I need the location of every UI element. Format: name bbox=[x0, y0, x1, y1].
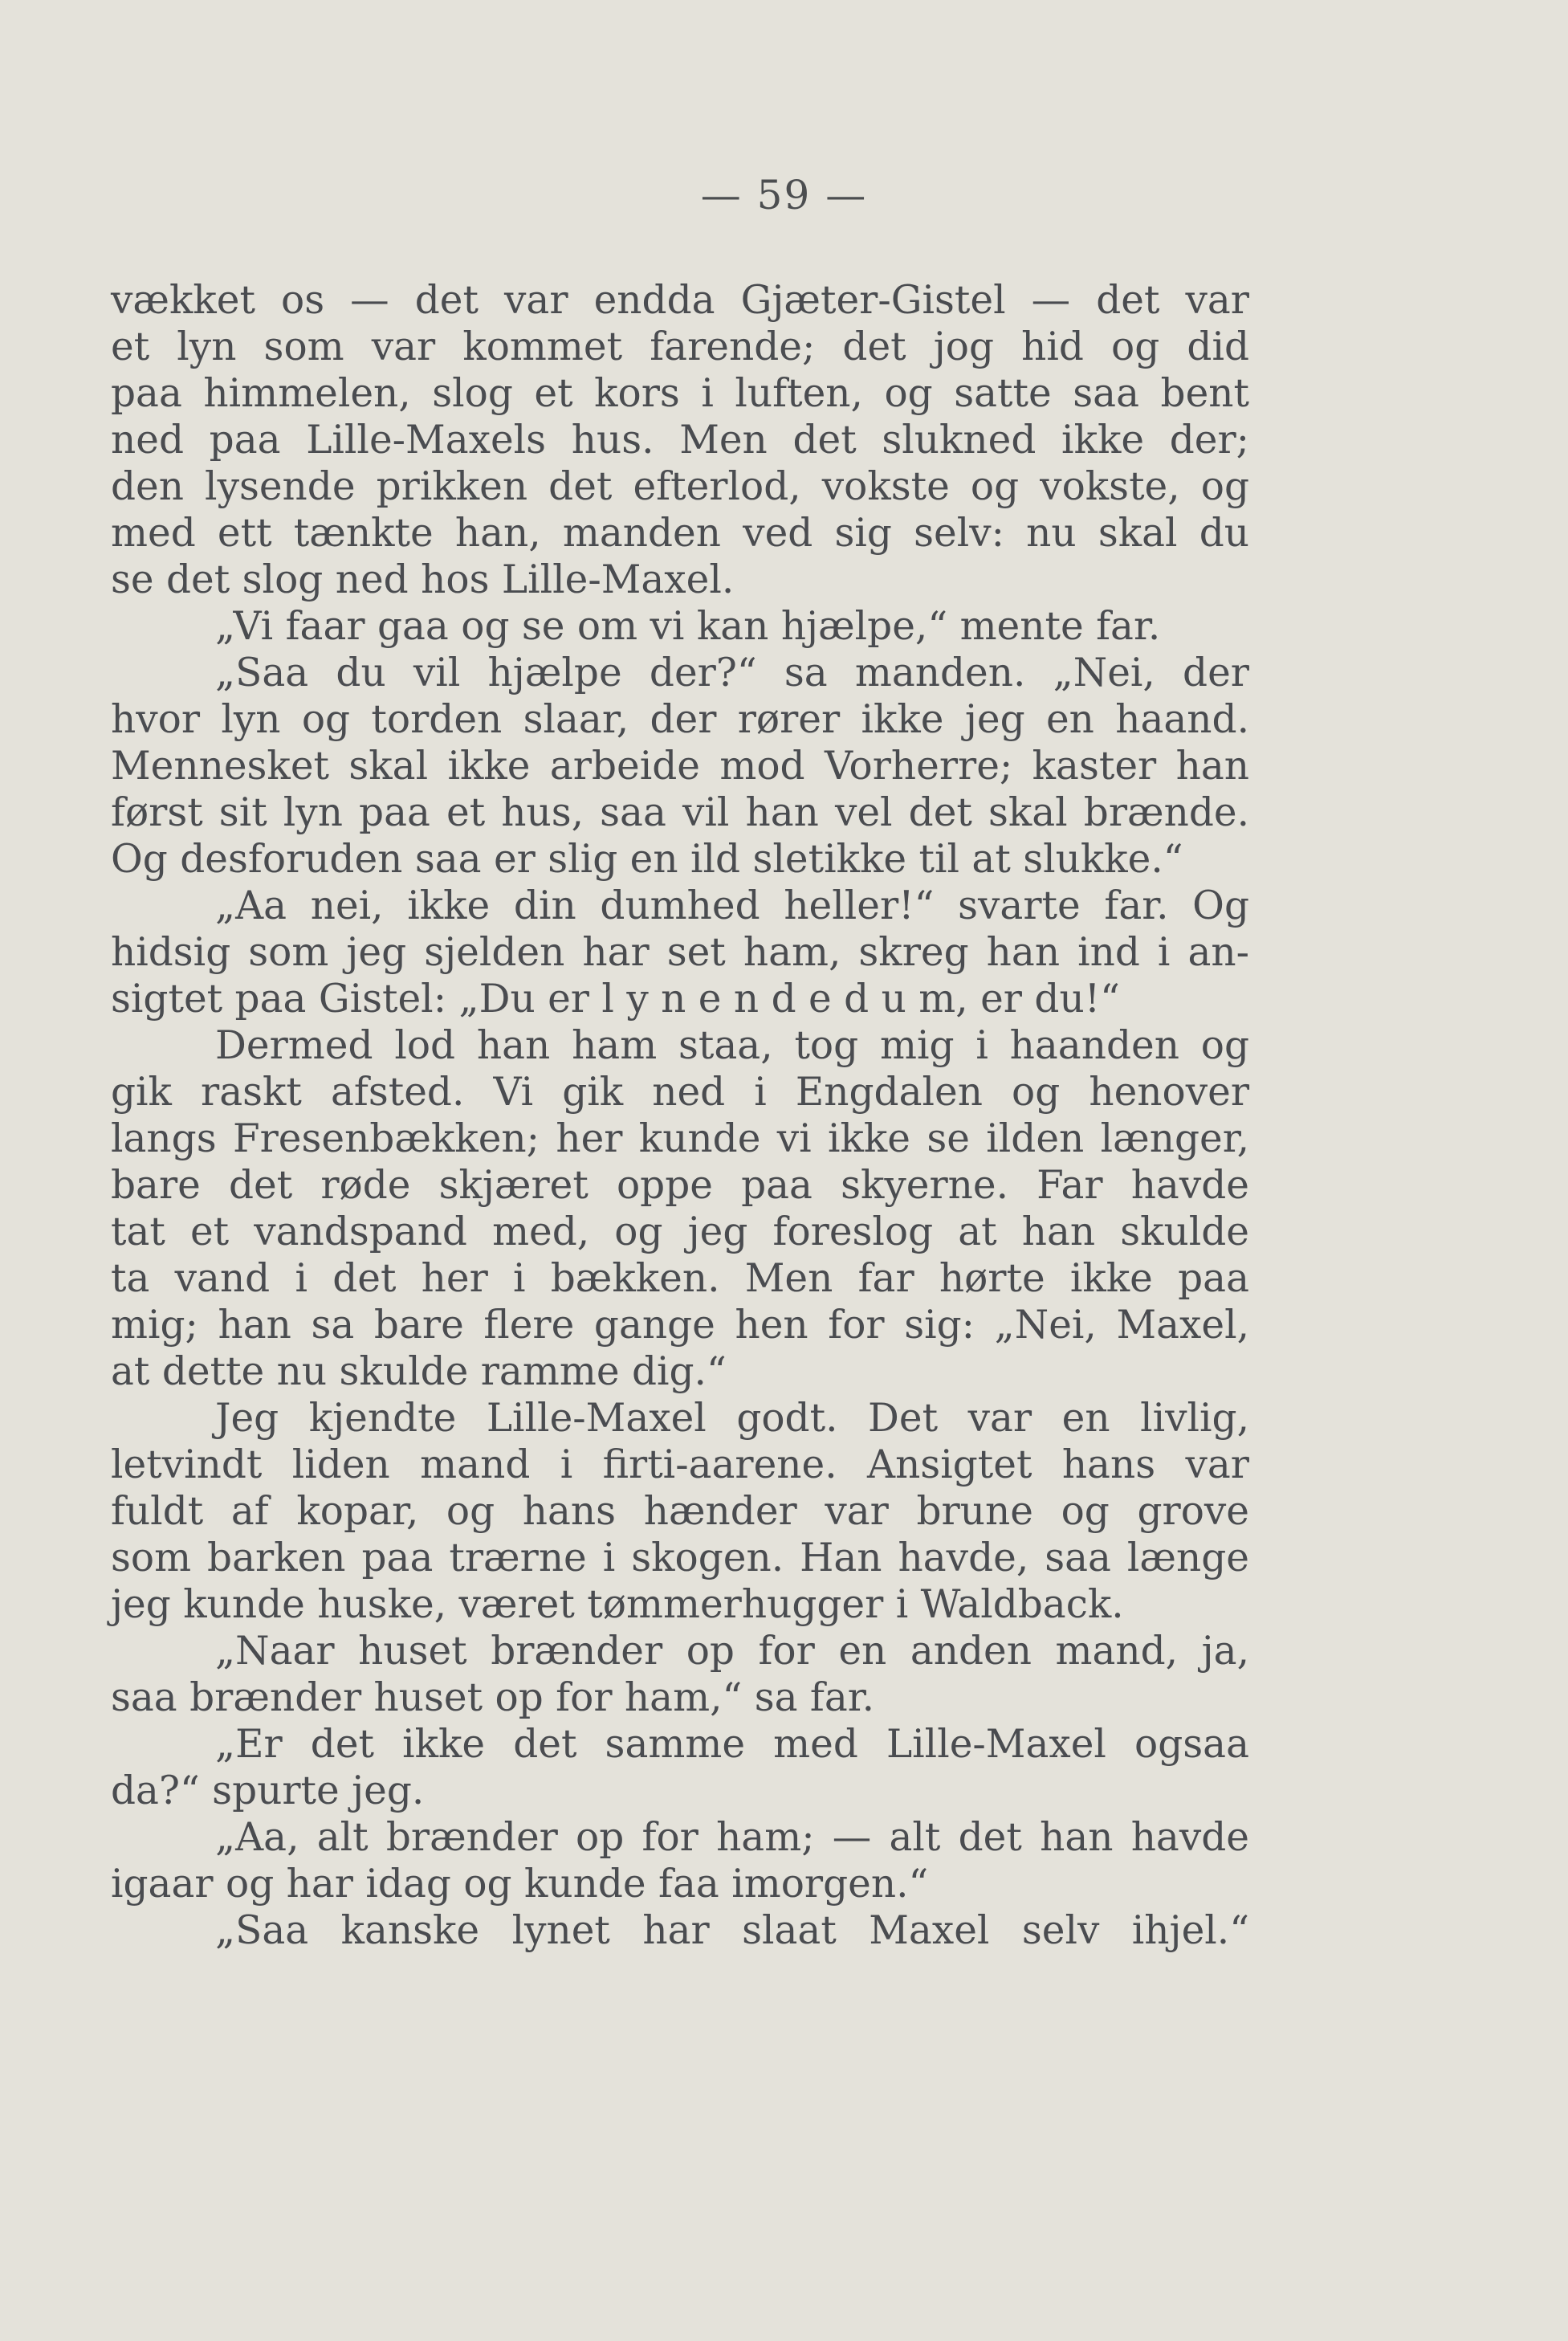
text-line: paa himmelen, slog et kors i luften, og satte saa bent bbox=[111, 371, 1249, 416]
text-line: mig; han sa bare flere gange hen for sig: „Nei, Maxel, bbox=[111, 1303, 1249, 1348]
text-line: at dette nu skulde ramme dig.“ bbox=[111, 1349, 727, 1394]
text-line: med ett tænkte han, manden ved sig selv: nu skal du bbox=[111, 511, 1249, 556]
text-line: sigtet paa Gistel: „Du er l y n e n d e d u m, er du!“ bbox=[111, 977, 1120, 1022]
text-line: „Vi faar gaa og se om vi kan hjælpe,“ mente far. bbox=[215, 604, 1161, 649]
text-line: den lysende prikken det efterlod, vokste og vokste, og bbox=[111, 464, 1249, 509]
page-number: — 59 — bbox=[700, 172, 868, 218]
text-line: ned paa Lille-Maxels hus. Men det slukned ikke der; bbox=[111, 418, 1249, 463]
text-line: vækket os — det var endda Gjæter-Gistel — det var bbox=[111, 278, 1249, 323]
text-line: da?“ spurte jeg. bbox=[111, 1768, 425, 1813]
text-line: Jeg kjendte Lille-Maxel godt. Det var en livlig, bbox=[215, 1396, 1249, 1441]
text-line: „Aa, alt brænder op for ham; — alt det han havde bbox=[215, 1815, 1249, 1860]
text-line: hidsig som jeg sjelden har set ham, skreg han ind i an- bbox=[111, 930, 1249, 975]
text-line: fuldt af kopar, og hans hænder var brune og grove bbox=[111, 1489, 1249, 1534]
text-line: jeg kunde huske, været tømmerhugger i Waldback. bbox=[111, 1582, 1124, 1627]
text-line: Og desforuden saa er slig en ild sletikke til at slukke.“ bbox=[111, 837, 1183, 882]
text-line: saa brænder huset op for ham,“ sa far. bbox=[111, 1675, 875, 1720]
text-line: „Aa nei, ikke din dumhed heller!“ svarte far. Og bbox=[215, 883, 1249, 928]
text-line: tat et vandspand med, og jeg foreslog at han skulde bbox=[111, 1209, 1249, 1254]
text-line: først sit lyn paa et hus, saa vil han vel det skal brænde. bbox=[111, 790, 1249, 835]
text-line: „Saa kanske lynet har slaat Maxel selv ihjel.“ bbox=[215, 1908, 1249, 1953]
text-line: bare det røde skjæret oppe paa skyerne. Far havde bbox=[111, 1163, 1249, 1208]
text-line: se det slog ned hos Lille-Maxel. bbox=[111, 557, 735, 602]
text-line: gik raskt afsted. Vi gik ned i Engdalen og henover bbox=[111, 1070, 1249, 1115]
text-line: langs Fresenbækken; her kunde vi ikke se ilden længer, bbox=[111, 1116, 1249, 1161]
text-line: hvor lyn og torden slaar, der rører ikke jeg en haand. bbox=[111, 697, 1249, 742]
text-line: „Saa du vil hjælpe der?“ sa manden. „Nei, der bbox=[215, 651, 1249, 695]
text-line: Dermed lod han ham staa, tog mig i haanden og bbox=[215, 1023, 1249, 1068]
text-line: „Er det ikke det samme med Lille-Maxel ogsaa bbox=[215, 1722, 1249, 1767]
text-line: „Naar huset brænder op for en anden mand, ja, bbox=[215, 1629, 1249, 1674]
text-line: som barken paa trærne i skogen. Han havde, saa længe bbox=[111, 1536, 1249, 1580]
text-line: et lyn som var kommet farende; det jog hid og did bbox=[111, 324, 1249, 369]
text-line: letvindt liden mand i firti-aarene. Ansigtet hans var bbox=[111, 1442, 1249, 1487]
body-text bbox=[111, 277, 1249, 1954]
text-line: igaar og har idag og kunde faa imorgen.“ bbox=[111, 1862, 929, 1907]
text-line: ta vand i det her i bækken. Men far hørte ikke paa bbox=[111, 1256, 1249, 1301]
text-line: Mennesket skal ikke arbeide mod Vorherre; kaster han bbox=[111, 744, 1249, 789]
